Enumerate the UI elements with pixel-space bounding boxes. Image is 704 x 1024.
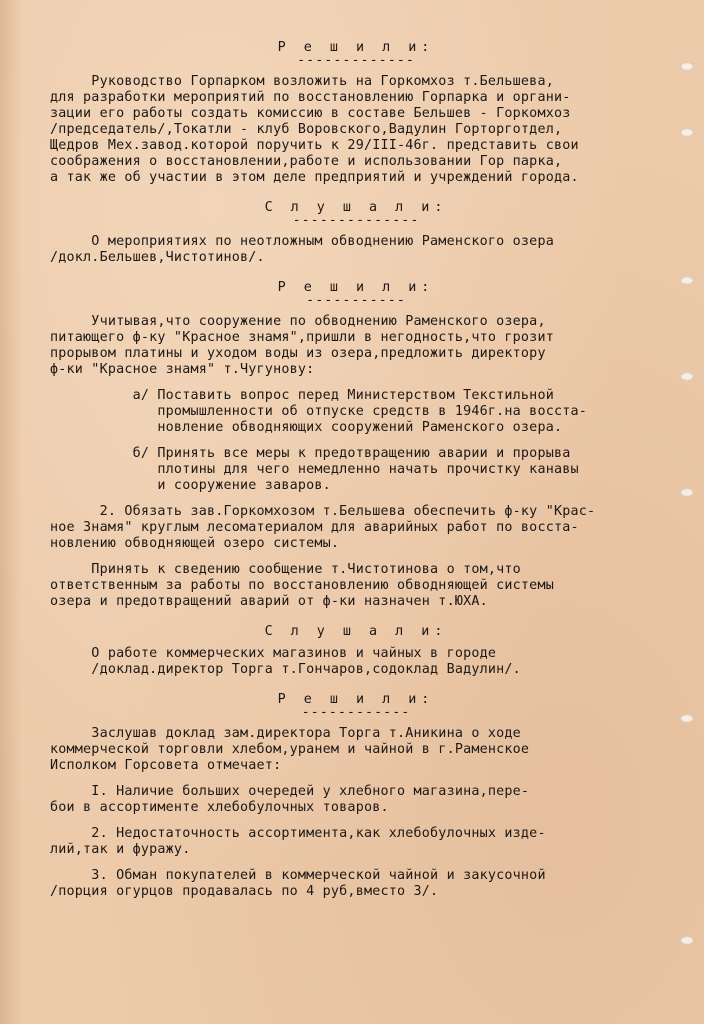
document-body (50, 40, 662, 914)
paragraph (50, 826, 662, 858)
binder-hole-decoration (680, 488, 694, 497)
paragraph (50, 504, 662, 552)
text-line: Руководство Горпарком возложить на Горкомхоз т.Бельшева, (50, 74, 554, 89)
binder-hole-decoration (680, 714, 694, 723)
heading-underline: ------------ (301, 705, 411, 720)
binder-hole-decoration (680, 936, 694, 945)
text-line: /докл.Бельшев,Чистотинов/. (50, 250, 265, 265)
text-line: Заслушав доклад зам.директора Торга т.Аникина о ходе (50, 726, 521, 741)
section-resolved-2 (50, 280, 662, 610)
text-line: /председатель/,Токатли - клуб Воровского,Вадулин Горторготдел, (50, 122, 563, 137)
text-line: и сооружение заваров. (50, 478, 331, 493)
text-line: /доклад.директор Торга т.Гончаров,содоклад Вадулин/. (50, 662, 521, 677)
paragraph (50, 74, 662, 186)
binder-hole-decoration (680, 62, 694, 71)
text-line: промышленности об отпуске средств в 1946г.на восста- (50, 404, 588, 419)
text-line: зации его работы создать комиссию в составе Бельшев - Горкомхоз (50, 106, 571, 121)
heading-underline: -------------- (292, 213, 420, 228)
section-heard-1 (50, 200, 662, 266)
text-line: питающего ф-ку "Красное знамя",пришли в негодность,что грозит (50, 330, 554, 345)
text-line: а так же об участии в этом деле предприятий и учреждений города. (50, 170, 579, 185)
paragraph (50, 388, 662, 436)
text-line: для разработки мероприятий по восстановлению Горпарка и органи- (50, 90, 571, 105)
text-line: лий,так и фуражу. (50, 842, 191, 857)
section-heading: Р е ш и л и: (277, 692, 435, 707)
text-line: прорывом платины и уходом воды из озера,предложить директору (50, 346, 546, 361)
paragraph (50, 562, 662, 610)
heading-underline: ------------- (297, 53, 415, 68)
text-line: новление обводняющих сооружений Раменского озера. (50, 420, 563, 435)
binder-hole-decoration (680, 276, 694, 285)
text-line: бои в ассортименте хлебобулочных товаров. (50, 800, 389, 815)
text-line: О мероприятиях по неотложным обводнению Раменского озера (50, 234, 554, 249)
text-line: соображения о восстановлении,работе и использовании Гор парка, (50, 154, 563, 169)
text-line: ное Знамя" круглым лесоматериалом для аварийных работ по восста- (50, 520, 579, 535)
section-heading: Р е ш и л и: (277, 40, 435, 55)
binder-hole-decoration (680, 128, 694, 137)
section-heading: С л у ш а л и: (264, 624, 448, 639)
text-line: 2. Обязать зав.Горкомхозом т.Бельшева обеспечить ф-ку "Крас- (50, 504, 596, 519)
section-heard-2 (50, 624, 662, 678)
paragraph (50, 234, 662, 266)
text-line: 2. Недостаточность ассортимента,как хлебобулочных изде- (50, 826, 546, 841)
text-line: ф-ки "Красное знамя" т.Чугунову: (50, 362, 315, 377)
section-heading: Р е ш и л и: (277, 280, 435, 295)
text-line: Исполком Горсовета отмечает: (50, 758, 282, 773)
section-resolved-3 (50, 692, 662, 900)
text-line: I. Наличие больших очередей у хлебного магазина,пере- (50, 784, 530, 799)
section-heading: С л у ш а л и: (264, 200, 448, 215)
text-line: плотины для чего немедленно начать прочистку канавы (50, 462, 579, 477)
text-line: новлению обводняющей озеро системы. (50, 536, 340, 551)
paragraph (50, 868, 662, 900)
text-line: Учитывая,что сооружение по обводнению Раменского озера, (50, 314, 546, 329)
text-line: Принять к сведению сообщение т.Чистотинова о том,что (50, 562, 521, 577)
heading-underline: ----------- (306, 293, 406, 308)
binder-hole-decoration (680, 372, 694, 381)
paragraph (50, 314, 662, 378)
paragraph (50, 646, 662, 678)
text-line: ответственным за работы по восстановлению обводняющей системы (50, 578, 554, 593)
paragraph (50, 726, 662, 774)
text-line: а/ Поставить вопрос перед Министерством Текстильной (50, 388, 554, 403)
section-resolved-1 (50, 40, 662, 186)
text-line: озера и предотвращений аварий от ф-ки назначен т.ЮХА. (50, 594, 488, 609)
text-line: коммерческой торговли хлебом,уранем и чайной в г.Раменское (50, 742, 530, 757)
paragraph (50, 784, 662, 816)
text-line: б/ Принять все меры к предотвращению аварии и прорыва (50, 446, 571, 461)
text-line: 3. Обман покупателей в коммерческой чайной и закусочной (50, 868, 546, 883)
text-line: /порция огурцов продавалась по 4 руб,вместо 3/. (50, 884, 439, 899)
paragraph (50, 446, 662, 494)
text-line: О работе коммерческих магазинов и чайных в городе (50, 646, 497, 661)
text-line: Щедров Мех.завод.которой поручить к 29/III-46г. представить свои (50, 138, 579, 153)
page-edge-shadow (0, 0, 22, 1024)
